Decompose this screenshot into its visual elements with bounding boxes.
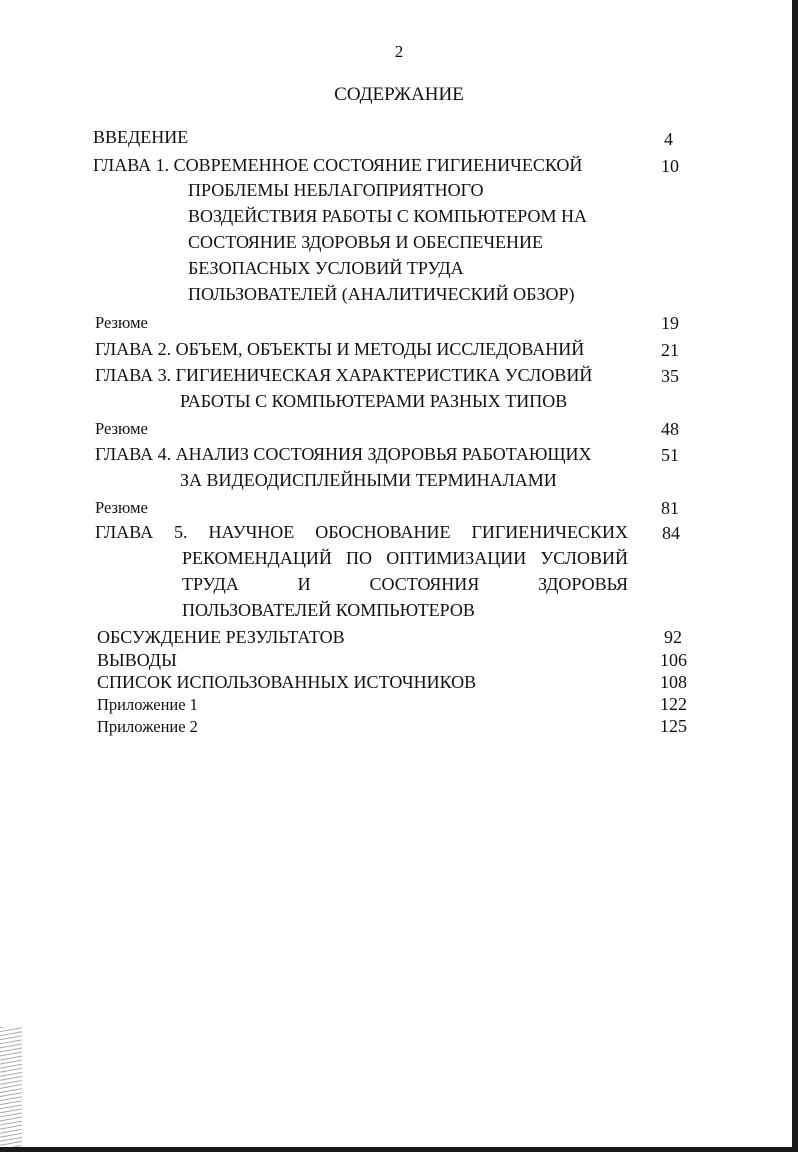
toc-entry-chapter-1-line: ПРОБЛЕМЫ НЕБЛАГОПРИЯТНОГО: [188, 180, 484, 200]
toc-entry-summary-1: Резюме: [95, 313, 148, 332]
toc-word: НАУЧНОЕ: [208, 522, 295, 542]
toc-entry-chapter-5-line: [182, 548, 628, 569]
toc-entry-discussion: ОБСУЖДЕНИЕ РЕЗУЛЬТАТОВ: [97, 627, 345, 647]
toc-entry-chapter-1: ГЛАВА 1. СОВРЕМЕННОЕ СОСТОЯНИЕ ГИГИЕНИЧЕСКОЙ: [93, 155, 583, 175]
toc-page-appendix-1: 122: [660, 694, 687, 714]
toc-page-chapter-3: 35: [661, 366, 679, 386]
toc-page-chapter-5: 84: [662, 523, 680, 543]
scan-border-right: [792, 0, 798, 1152]
toc-entry-chapter-1-line: ВОЗДЕЙСТВИЯ РАБОТЫ С КОМПЬЮТЕРОМ НА: [188, 206, 587, 226]
toc-page-conclusions: 106: [660, 650, 687, 670]
toc-page-introduction: 4: [664, 129, 673, 149]
toc-page-chapter-1: 10: [661, 156, 679, 176]
toc-word: 5.: [174, 522, 188, 542]
page-number: 2: [394, 42, 404, 61]
toc-entry-chapter-1-line: БЕЗОПАСНЫХ УСЛОВИЙ ТРУДА: [188, 258, 464, 278]
toc-word: ЗДОРОВЬЯ: [538, 574, 628, 594]
toc-page-summary-3: 81: [661, 498, 679, 518]
toc-title: СОДЕРЖАНИЕ: [334, 84, 464, 105]
toc-entry-introduction: ВВЕДЕНИЕ: [93, 127, 189, 147]
scan-artifact: [0, 1027, 22, 1147]
toc-entry-summary-2: Резюме: [95, 419, 148, 438]
toc-entry-references: СПИСОК ИСПОЛЬЗОВАННЫХ ИСТОЧНИКОВ: [97, 672, 477, 692]
toc-word: ОПТИМИЗАЦИИ: [386, 548, 527, 568]
toc-entry-summary-3: Резюме: [95, 498, 148, 517]
toc-entry-chapter-4-line: ЗА ВИДЕОДИСПЛЕЙНЫМИ ТЕРМИНАЛАМИ: [180, 470, 557, 490]
toc-page-references: 108: [660, 672, 687, 692]
toc-word: СОСТОЯНИЯ: [369, 574, 480, 594]
toc-entry-conclusions: ВЫВОДЫ: [97, 650, 177, 670]
toc-page-discussion: 92: [664, 627, 682, 647]
toc-word: ГЛАВА: [95, 522, 154, 542]
toc-entry-appendix-2: Приложение 2: [97, 717, 198, 736]
toc-word: ПО: [346, 548, 373, 568]
toc-word: И: [297, 574, 311, 594]
scan-border-bottom: [0, 1147, 798, 1152]
toc-word: УСЛОВИЙ: [540, 548, 628, 568]
toc-entry-chapter-3: ГЛАВА 3. ГИГИЕНИЧЕСКАЯ ХАРАКТЕРИСТИКА УСЛОВИЙ: [95, 365, 593, 385]
toc-entry-chapter-1-line: СОСТОЯНИЕ ЗДОРОВЬЯ И ОБЕСПЕЧЕНИЕ: [188, 232, 544, 252]
toc-page-summary-2: 48: [661, 419, 679, 439]
toc-entry-chapter-3-line: РАБОТЫ С КОМПЬЮТЕРАМИ РАЗНЫХ ТИПОВ: [180, 391, 568, 411]
toc-entry-chapter-4: ГЛАВА 4. АНАЛИЗ СОСТОЯНИЯ ЗДОРОВЬЯ РАБОТАЮЩИХ: [95, 444, 592, 464]
toc-page-appendix-2: 125: [660, 716, 687, 736]
toc-entry-appendix-1: Приложение 1: [97, 695, 198, 714]
toc-entry-chapter-2: ГЛАВА 2. ОБЪЕМ, ОБЪЕКТЫ И МЕТОДЫ ИССЛЕДОВАНИЙ: [95, 339, 585, 359]
toc-page-summary-1: 19: [661, 313, 679, 333]
toc-entry-chapter-5: [95, 522, 628, 543]
toc-entry-chapter-5-line: [182, 574, 628, 595]
toc-page-chapter-2: 21: [661, 340, 679, 360]
toc-word: РЕКОМЕНДАЦИЙ: [182, 548, 332, 568]
toc-page-chapter-4: 51: [661, 445, 679, 465]
toc-entry-chapter-5-line: ПОЛЬЗОВАТЕЛЕЙ КОМПЬЮТЕРОВ: [182, 600, 475, 620]
toc-entry-chapter-1-line: ПОЛЬЗОВАТЕЛЕЙ (АНАЛИТИЧЕСКИЙ ОБЗОР): [188, 284, 575, 304]
toc-word: ОБОСНОВАНИЕ: [315, 522, 451, 542]
toc-word: ТРУДА: [182, 574, 239, 594]
toc-word: ГИГИЕНИЧЕСКИХ: [471, 522, 628, 542]
